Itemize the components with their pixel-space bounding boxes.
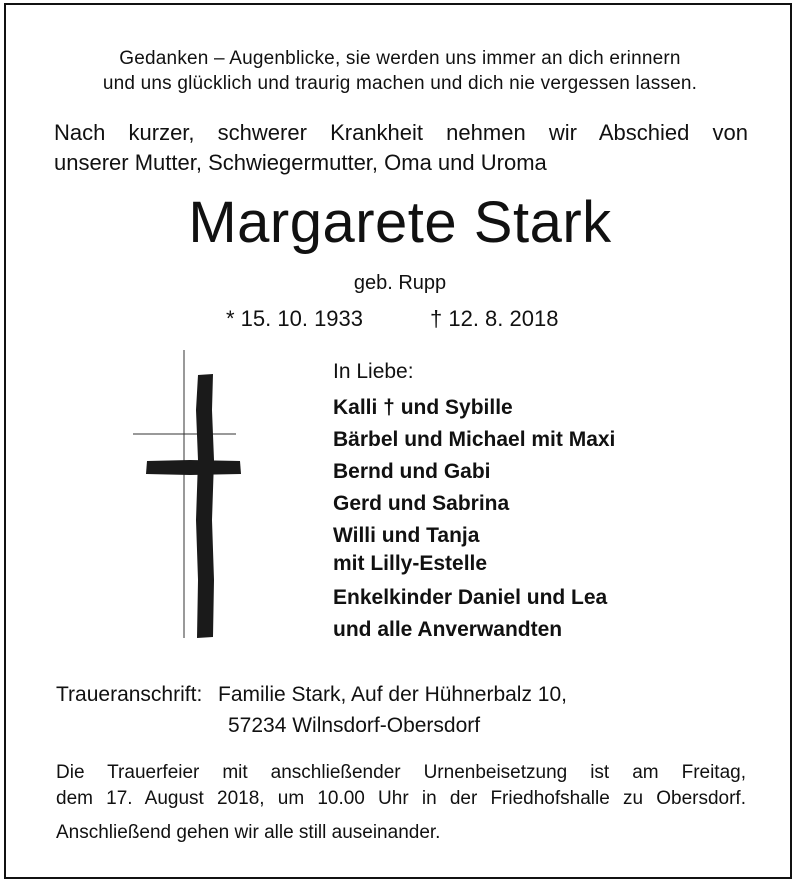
mourner-5: [333, 522, 615, 578]
mourner-3: Bernd und Gabi: [333, 460, 491, 483]
death-date: † 12. 8. 2018: [430, 306, 559, 331]
intro-line-1: Nach kurzer, schwerer Krankheit nehmen wir Abschied von: [54, 120, 748, 145]
intro-text: [54, 118, 748, 178]
family-list: [333, 358, 615, 646]
mourner-1: Kalli † und Sybille: [333, 396, 513, 419]
birth-name: geb. Rupp: [353, 272, 447, 294]
intro-line-2: unserer Mutter, Schwiegermutter, Oma und Uroma: [54, 150, 547, 175]
mourner-5-line-2: mit Lilly-Estelle: [333, 552, 488, 575]
ceremony-line-2: dem 17. August 2018, um 10.00 Uhr in der Friedhofshalle zu Obersdorf.: [56, 788, 746, 809]
address-line-2: 57234 Wilnsdorf-Obersdorf: [228, 714, 481, 737]
closing-text: Anschließend gehen wir alle still auseinander.: [56, 822, 441, 843]
mourner-5-line-1: Willi und Tanja: [333, 524, 480, 547]
mourner-4: Gerd und Sabrina: [333, 492, 510, 515]
mourner-7: und alle Anverwandten: [333, 618, 563, 641]
address-label: Traueranschrift:: [56, 683, 203, 706]
motto-line-1: Gedanken – Augenblicke, sie werden uns immer an dich erinnern: [119, 48, 681, 69]
motto-line-2: und uns glücklich und traurig machen und dich nie vergessen lassen.: [102, 73, 698, 94]
motto: [0, 46, 800, 96]
family-heading: In Liebe:: [333, 360, 414, 383]
mourner-6: Enkelkinder Daniel und Lea: [333, 586, 608, 609]
mourner-2: Bärbel und Michael mit Maxi: [333, 428, 616, 451]
deceased-name: Margarete Stark: [188, 190, 612, 255]
birth-date: * 15. 10. 1933: [226, 306, 364, 331]
ceremony-line-1: Die Trauerfeier mit anschließender Urnenbeisetzung ist am Freitag,: [56, 762, 746, 783]
cross-icon: [130, 350, 245, 640]
ceremony-info: [56, 760, 746, 812]
address-line-1: Familie Stark, Auf der Hühnerbalz 10,: [218, 683, 568, 706]
